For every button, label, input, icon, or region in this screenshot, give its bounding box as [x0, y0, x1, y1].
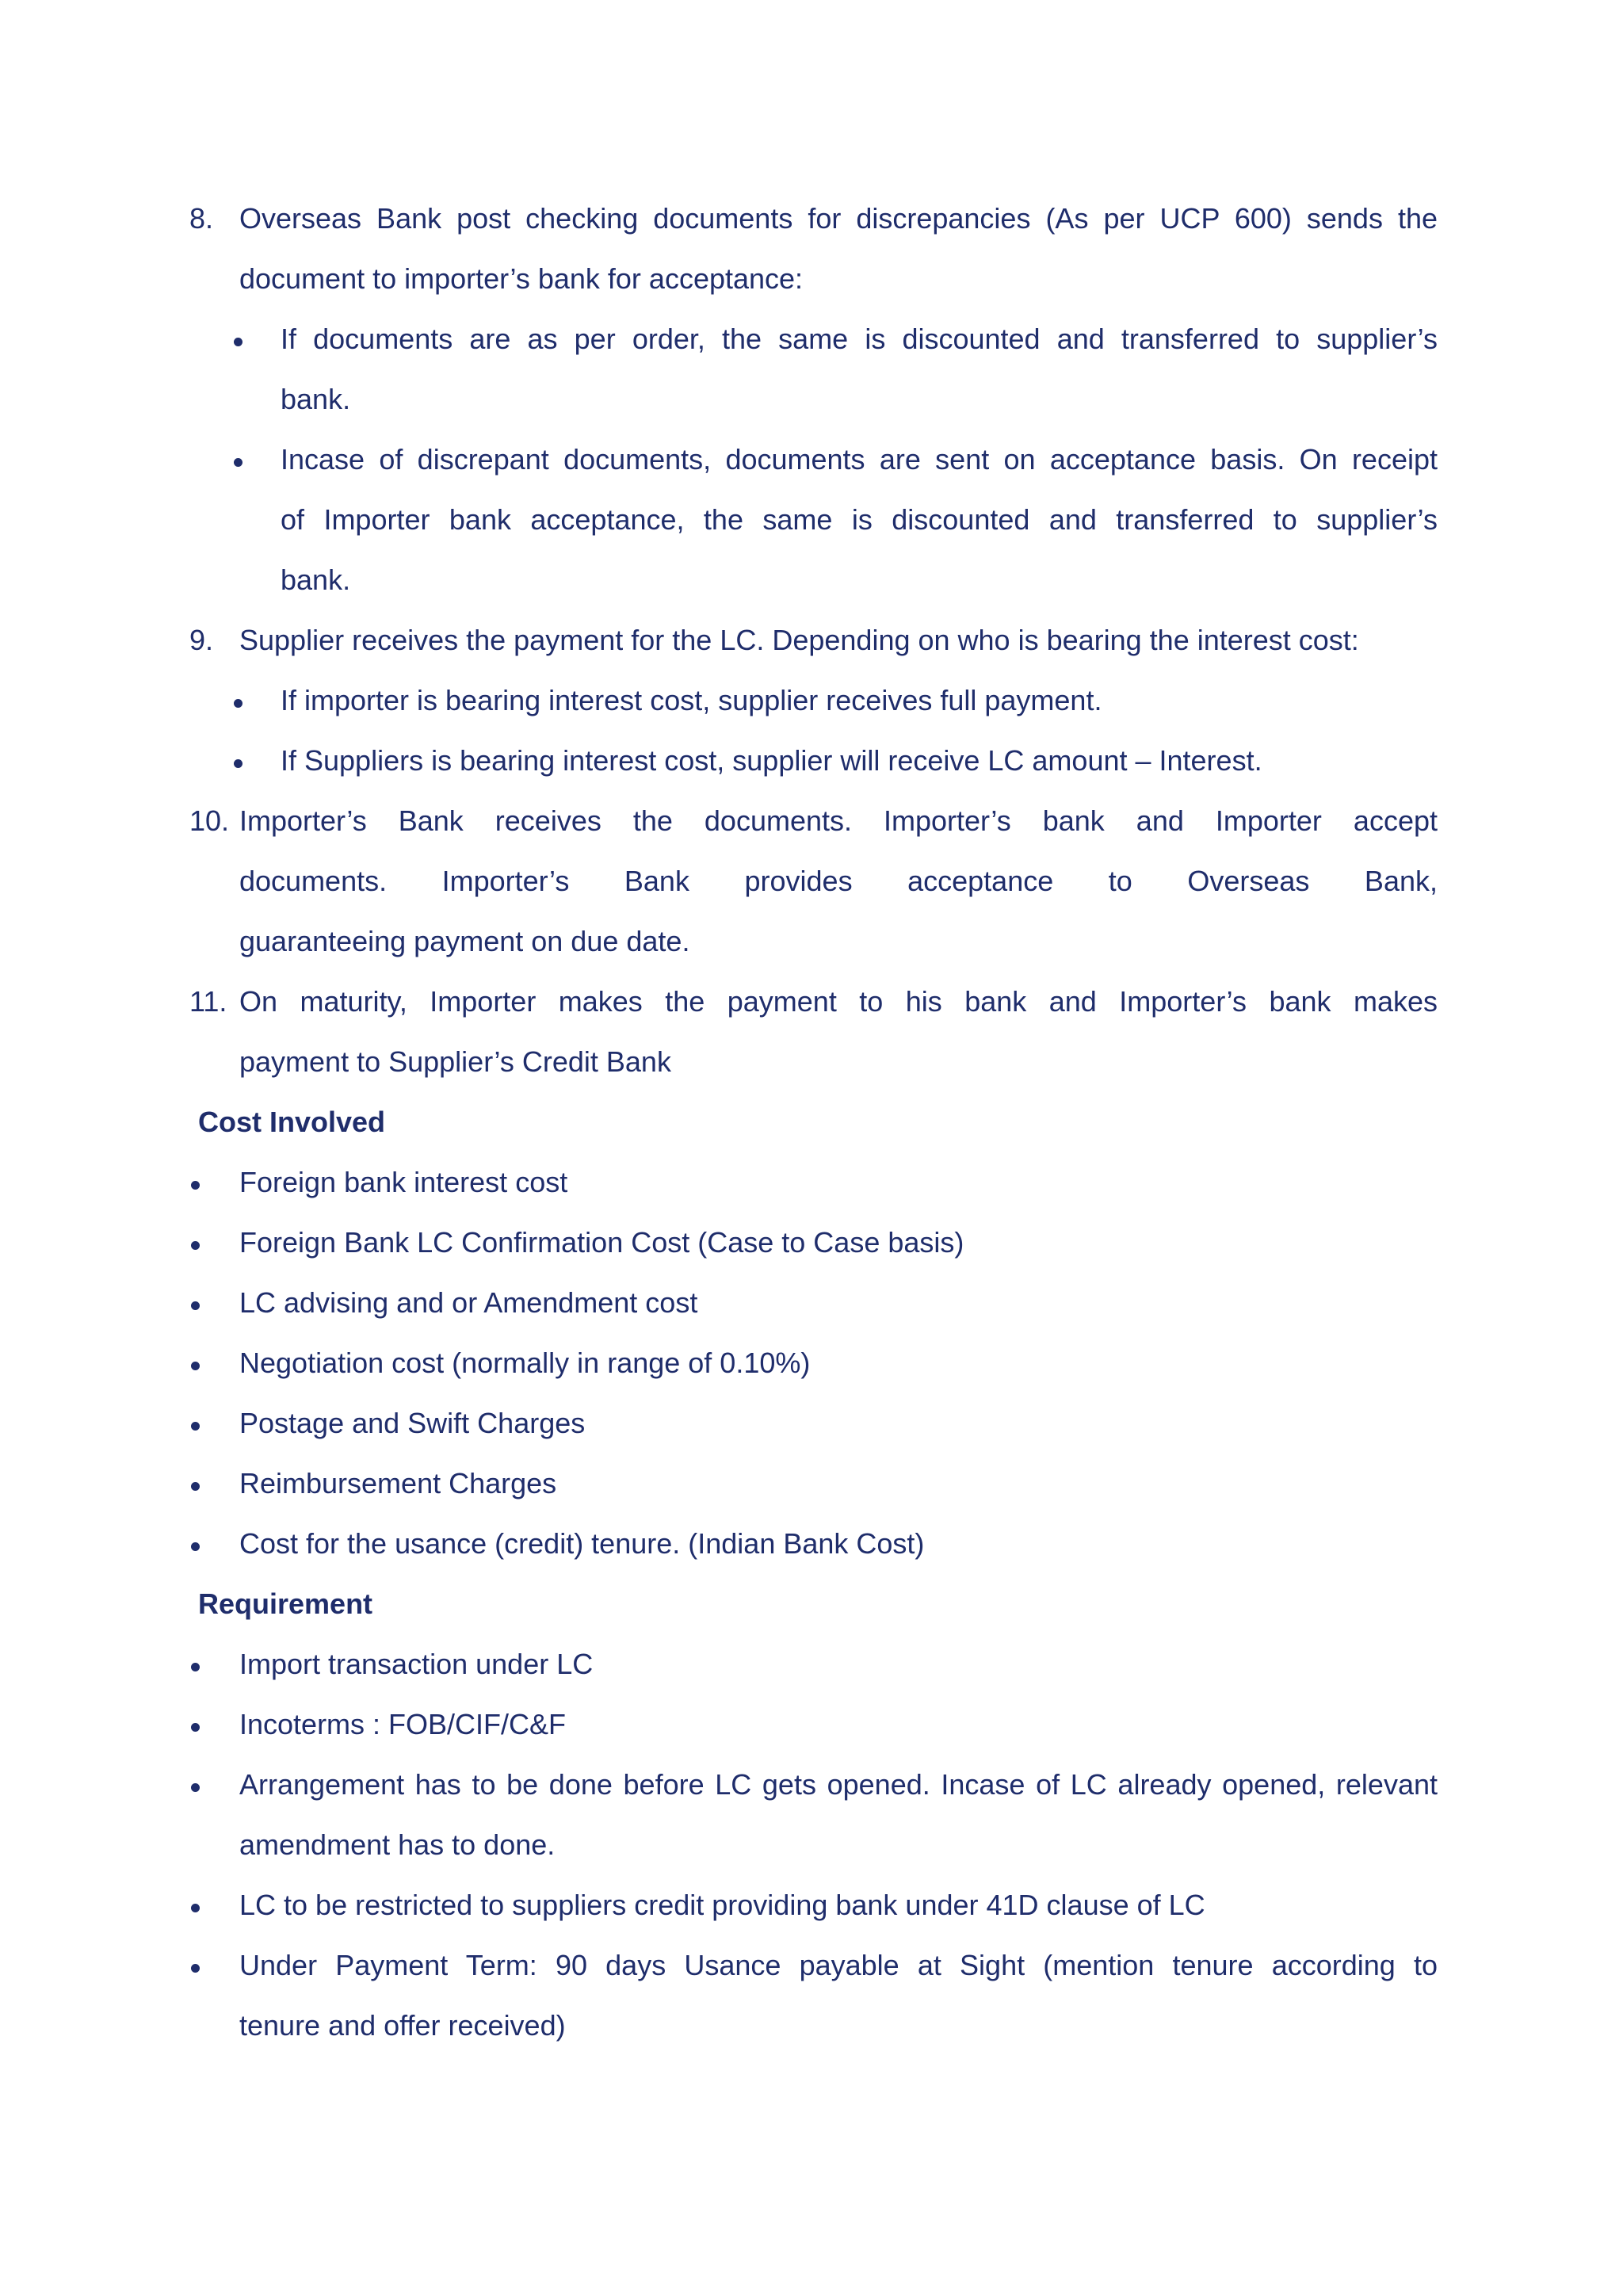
requirement-item: Under Payment Term: 90 days Usance payable at Sight (mention tenure according to: [239, 1949, 1438, 1981]
item-11-line-1: On maturity, Importer makes the payment to his bank and Importer’s bank makes: [239, 985, 1438, 1018]
item-8-bullet-1-line-2: bank.: [281, 383, 351, 415]
item-9-bullet-2: If Suppliers is bearing interest cost, supplier will receive LC amount – Interest.: [281, 744, 1262, 777]
bullet-icon: [191, 1362, 200, 1370]
requirement-item: Import transaction under LC: [239, 1648, 594, 1680]
cost-item: Negotiation cost (normally in range of 0.10%): [239, 1347, 811, 1379]
item-8-line-1: Overseas Bank post checking documents for discrepancies (As per UCP 600) sends the: [239, 202, 1438, 235]
bullet-icon: [234, 699, 242, 708]
bullet-icon: [191, 1663, 200, 1671]
item-number: 8.: [189, 202, 214, 235]
cost-item: Foreign bank interest cost: [239, 1166, 568, 1198]
bullet-icon: [191, 1422, 200, 1431]
item-8-bullet-2-line-2: of Importer bank acceptance, the same is discounted and transferred to supplier’s: [281, 503, 1438, 536]
bullet-icon: [191, 1241, 200, 1250]
item-number: 11.: [189, 985, 227, 1018]
requirement-item-continuation: amendment has to done.: [239, 1828, 556, 1861]
bullet-icon: [191, 1964, 200, 1973]
cost-item: Foreign Bank LC Confirmation Cost (Case to Case basis): [239, 1226, 964, 1259]
item-10-line-3: guaranteeing payment on due date.: [239, 925, 690, 957]
requirement-item: Arrangement has to be done before LC gets opened. Incase of LC already opened, relevant: [239, 1768, 1438, 1801]
item-8-bullet-2-line-3: bank.: [281, 563, 351, 596]
cost-involved-heading: Cost Involved: [198, 1106, 386, 1138]
item-8-bullet-1-line-1: If documents are as per order, the same is discounted and transferred to supplier’s: [281, 323, 1438, 355]
item-9-line-1: Supplier receives the payment for the LC. Depending on who is bearing the interest cost:: [239, 624, 1359, 656]
requirement-item: LC to be restricted to suppliers credit providing bank under 41D clause of LC: [239, 1889, 1205, 1921]
cost-item: Cost for the usance (credit) tenure. (Indian Bank Cost): [239, 1527, 925, 1560]
item-8-bullet-2-line-1: Incase of discrepant documents, documents are sent on acceptance basis. On receipt: [281, 443, 1438, 476]
item-11-line-2: payment to Supplier’s Credit Bank: [239, 1045, 671, 1078]
cost-item: Reimbursement Charges: [239, 1467, 557, 1499]
bullet-icon: [234, 458, 242, 467]
requirement-heading: Requirement: [198, 1587, 373, 1620]
bullet-icon: [234, 338, 242, 346]
item-10-line-1: Importer’s Bank receives the documents. Importer’s bank and Importer accept: [239, 804, 1438, 837]
bullet-icon: [191, 1723, 200, 1732]
item-9-bullet-1: If importer is bearing interest cost, supplier receives full payment.: [281, 684, 1102, 716]
item-number: 9.: [189, 624, 214, 656]
bullet-icon: [191, 1542, 200, 1551]
cost-item: Postage and Swift Charges: [239, 1407, 586, 1439]
bullet-icon: [191, 1181, 200, 1190]
bullet-icon: [234, 759, 242, 768]
requirement-item-continuation: tenure and offer received): [239, 2009, 566, 2042]
bullet-icon: [191, 1301, 200, 1310]
bullet-icon: [191, 1904, 200, 1912]
item-10-line-2: documents. Importer’s Bank provides acceptance to Overseas Bank,: [239, 865, 1438, 897]
bullet-icon: [191, 1482, 200, 1491]
item-8-line-2: document to importer’s bank for acceptance:: [239, 262, 804, 295]
bullet-icon: [191, 1783, 200, 1792]
item-number: 10.: [189, 804, 230, 837]
cost-item: LC advising and or Amendment cost: [239, 1286, 698, 1319]
requirement-item: Incoterms : FOB/CIF/C&F: [239, 1708, 567, 1740]
